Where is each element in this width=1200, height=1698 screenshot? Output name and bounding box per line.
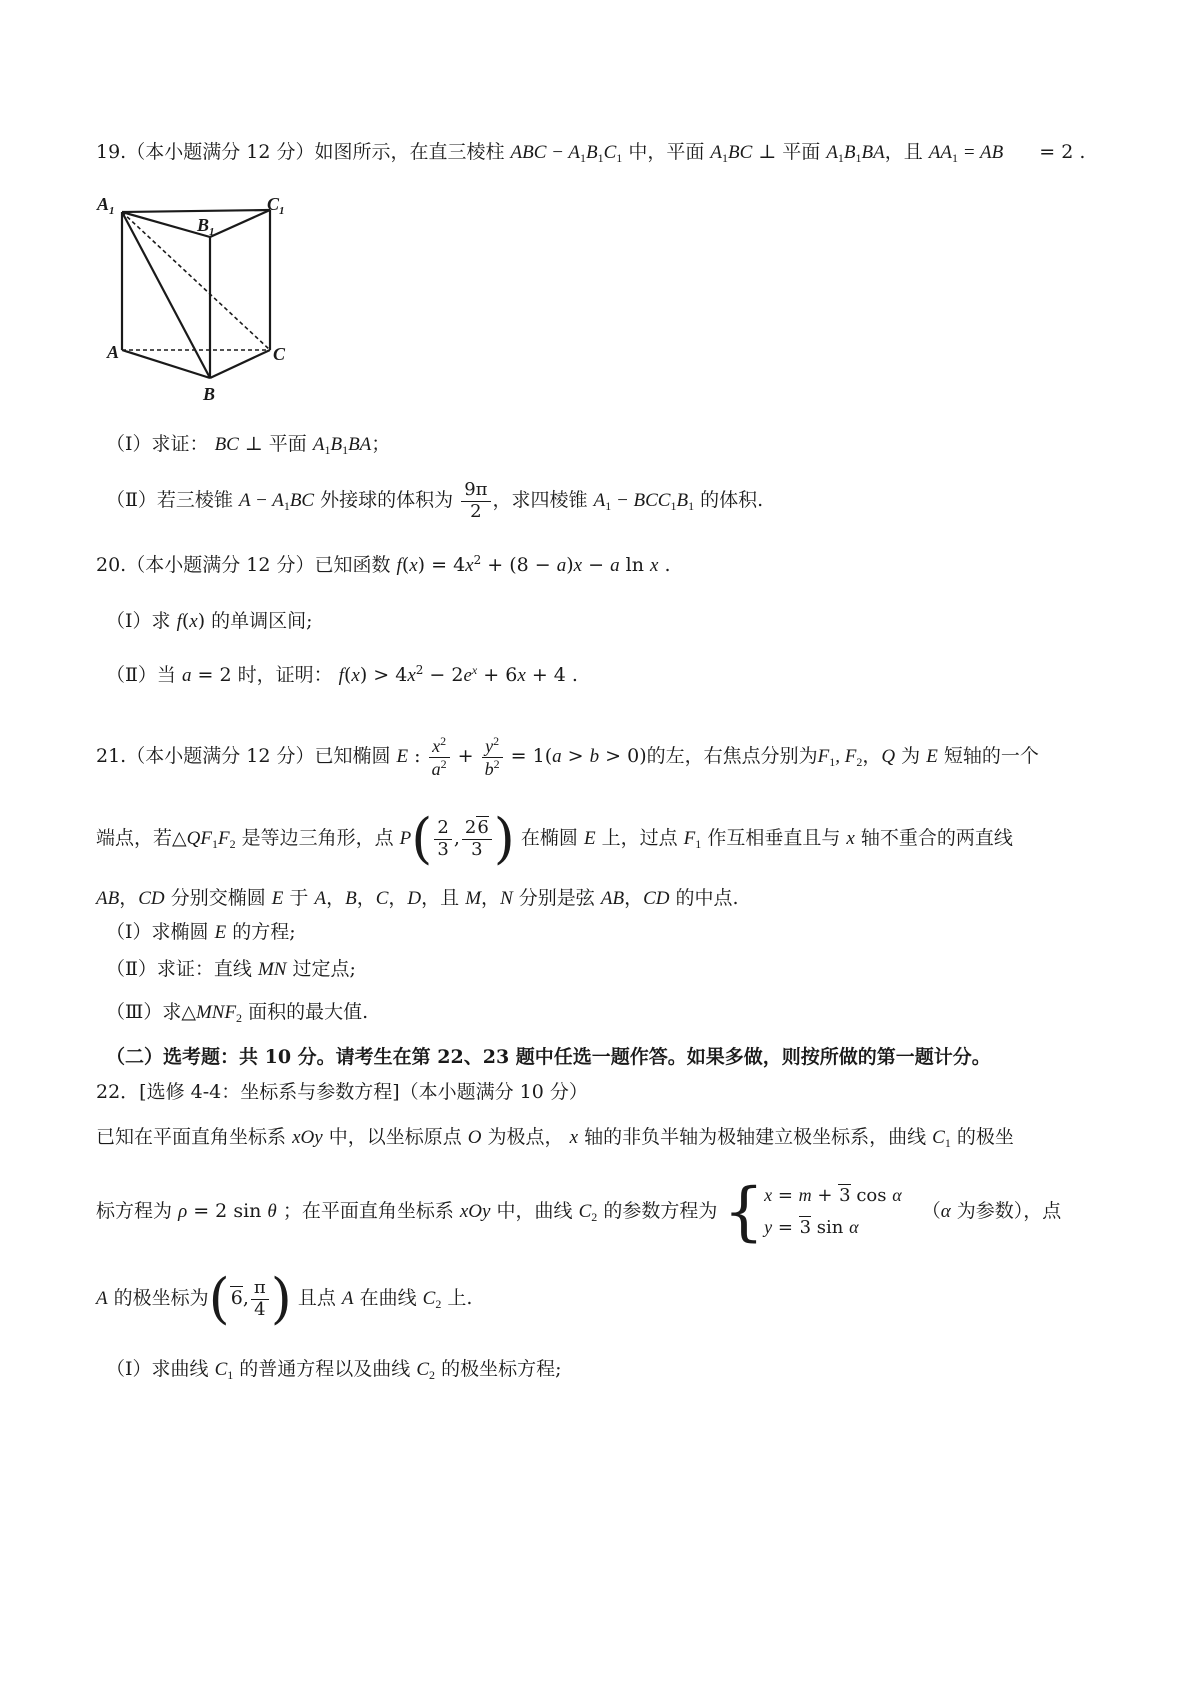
parametric-system: x = m + 3 cos α y = 3 sin α [764,1185,902,1238]
q22-part1: （Ⅰ）求曲线 $C_1$ 的普通方程以及曲线 $C_2$ 的极坐标方程; [106,1358,562,1382]
q19-part2: （Ⅱ）若三棱锥 $A - A_1BC$ 外接球的体积为 $\frac{9\pi}{2}$ ，求四棱锥 $A_1 - BCC_1B_1$ 的体积. [106,479,764,522]
label-a: A [107,342,120,362]
label-c: C [273,344,286,364]
q20-function: f [396,555,402,576]
label-a1: $A_1$ [97,194,115,217]
q22-line3: A 的极坐标为(6, $\frac{\pi}{4}$ ) 且点 A 在曲线 $C_2$ 上. [96,1267,473,1330]
q22-heading: 22．[选修 4-4：坐标系与参数方程]（本小题满分 10 分） [96,1081,588,1103]
q21-line1: 21.（本小题满分 12 分）已知椭圆 E : $\frac{x^2}{a^2}$ + $\frac{y^2}{b^2}$ = 1(a > b > 0)的左，右焦点分别为$F_1$, $F_2$，Q 为 E 短轴的一个 [96,734,1039,779]
q20-part1: （Ⅰ）求 f(x) 的单调区间; [106,610,313,632]
edge-bc [210,350,270,378]
label-c1: $C_1$ [267,194,285,217]
label-b1: $B_1$ [197,215,215,238]
q22-line2: 标方程为 ρ = 2 sin θ ；在平面直角坐标系 xOy 中，曲线 $C_2$ 的参数方程为 {x = m + 3 cos α y = 3 sin α （α 为参数），点 [96,1175,1062,1249]
section-elective-heading: （二）选考题：共 10 分。请考生在第 22、23 题中任选一题作答。如果多做，则按所做的第一题计分。 [106,1046,991,1068]
q21-part3: （Ⅲ）求$\triangle MNF_2$ 面积的最大值. [106,1001,369,1025]
edge-b1c1 [210,210,270,237]
fraction-9pi-2: $\frac{9\pi}{2}$ [461,480,490,522]
q22-line1: 已知在平面直角坐标系 xOy 中，以坐标原点 O 为极点， x 轴的非负半轴为极轴建立极坐标系，曲线 $C_1$ 的极坐 [96,1126,1014,1150]
prism-figure [97,194,305,415]
q19-line1: 19.（本小题满分 12 分）如图所示，在直三棱柱 ABC − $A_1B_1C_1$ 中，平面 $A_1BC$ ⊥ 平面 $A_1B_1BA$，且 $AA_1$ = AB = 2 . [96,141,1086,165]
q20-part2: （Ⅱ）当 a = 2 时，证明： $f(x) > 4x^2 - 2e^x + 6x + 4$ . [106,663,578,686]
q21-part2: （Ⅱ）求证：直线 MN 过定点; [106,958,356,980]
q21-line3: AB，CD 分别交椭圆 E 于 A，B，C，D，且 M，N 分别是弦 AB，CD 的中点. [96,887,739,909]
q19-part1: （Ⅰ）求证： BC ⊥ 平面 $A_1B_1BA$； [106,433,391,457]
q21-line2: 端点，若$\triangle QF_1F_2$ 是等边三角形，点 P( $\frac{2}{3}$ , $\frac{26}{3}$ ) 在椭圆 E 上，过点 $F_1$ 作互相垂直且与 x 轴不重合的两直线 [96,807,1013,870]
label-b: B [203,384,216,404]
prism-name: ABC − $A_1B_1C_1$ [510,142,623,165]
edge-a1c1 [122,210,270,212]
q20-line1: 20.（本小题满分 12 分）已知函数 $f(x) = 4x^2 + (8 - a)x - a$ ln x . [96,553,671,576]
q21-part1: （Ⅰ）求椭圆 E 的方程; [106,921,296,943]
